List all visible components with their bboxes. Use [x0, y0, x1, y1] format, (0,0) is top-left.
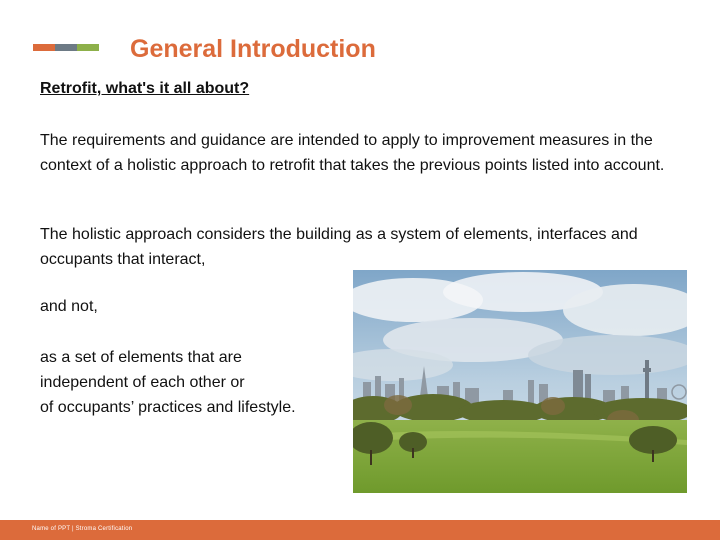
list-line: as a set of elements that are [40, 349, 242, 366]
elements-list [40, 345, 296, 420]
paragraph-requirements: The requirements and guidance are intended to apply to improvement measures in the context of a holistic approach to retrofit that takes the previous points listed into account. [40, 132, 665, 174]
accent-bar-orange [33, 44, 55, 51]
slide-subtitle: Retrofit, what's it all about? [40, 80, 250, 97]
city-skyline-park-photo-graphic [353, 270, 687, 493]
accent-bars [33, 44, 99, 51]
paragraph-holistic: The holistic approach considers the building as a system of elements, interfaces and occupants that interact, [40, 226, 638, 268]
paragraph-and-not: and not, [40, 298, 98, 315]
slide-title: General Introduction [130, 35, 376, 63]
list-line: of occupants’ practices and lifestyle. [40, 399, 296, 416]
city-skyline-park-photo [353, 270, 687, 493]
accent-bar-green [77, 44, 99, 51]
list-line: independent of each other or [40, 374, 245, 391]
footer-text: Name of PPT | Stroma Certification [32, 526, 133, 532]
accent-bar-grey [55, 44, 77, 51]
footer-bar [0, 520, 720, 540]
